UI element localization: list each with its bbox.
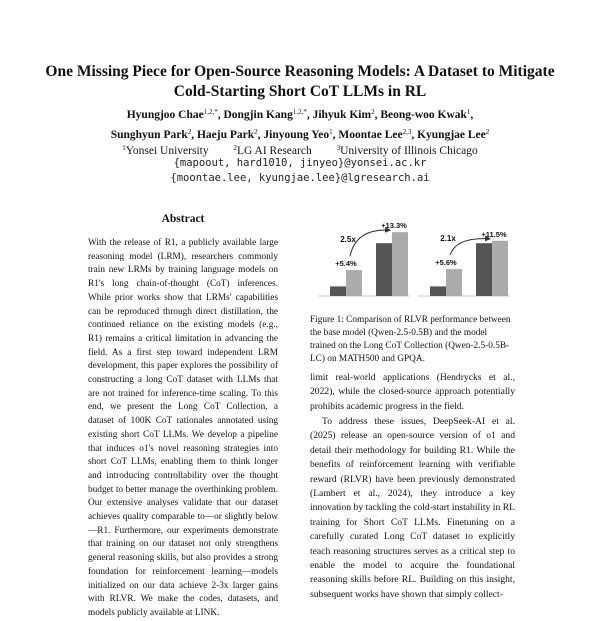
bar — [376, 243, 392, 296]
author: Dongjin Kang$^{1,2,*}$ — [223, 108, 307, 121]
body-paragraph: limit real-world applications (Hendrycks et al., 2022), while the closed-source approach potentially prohibits academic progress in the field. — [310, 372, 515, 412]
affiliation: $^3$University of Illinois Chicago — [336, 144, 478, 157]
author: Beong-woo Kwak$^1$ — [380, 108, 471, 121]
bar — [392, 232, 408, 296]
gain-label: +11.5% — [481, 229, 507, 239]
gain-label: +13.3% — [381, 221, 407, 231]
author: Haeju Park$^2$ — [196, 128, 258, 141]
author: Jihyuk Kim$^2$ — [312, 108, 375, 121]
bar — [492, 241, 508, 296]
paper-title: One Missing Piece for Open-Source Reasoning Models: A Dataset to Mitigate Cold-Starting Short CoT LLMs in RL — [45, 63, 555, 100]
author-list: Hyungjoo Chae$^{1,2,*}$, Dongjin Kang$^{1,2,*}$, Jihyuk Kim$^2$, Beong-woo Kwak$^1$, Sunghyun Park$^2$, Haeju Park$^2$, Jinyoung Yeo$^1$, Moontae Lee$^{2,3}$, Kyungjae Lee$^2$ — [110, 108, 490, 141]
gain-label: +5.4% — [335, 259, 357, 269]
affiliation: $^1$Yonsei University — [122, 144, 209, 157]
gain-label: +5.6% — [435, 258, 457, 268]
bar — [330, 286, 346, 296]
affiliation: $^2$LG AI Research — [233, 144, 312, 157]
author: Hyungjoo Chae$^{1,2,*}$ — [126, 108, 218, 121]
figure-caption: Figure 1: Comparison of RLVR performance between the base model (Qwen-2.5-0.5B) and the model trained on the Long CoT Collection (Qwen-2.5-0.5B-LC) on MATH500 and GPQA. — [310, 315, 511, 364]
multiplier-label: 2.1x — [440, 234, 456, 244]
author: Moontae Lee$^{2,3}$ — [338, 128, 412, 141]
abstract-body: With the release of R1, a publicly available large reasoning model (LRM), researchers commonly train new LRMs by training language models on R1's long chain-of-thought (CoT) inferences. While prior works show that LRMs' capabilities can be reproduced through direct distillation, the continued reliance on the existing models (e.g., R1) remains a critical limitation in advancing the field. As a first step toward independent LRM development, this paper explores the possibility of constructing a long CoT dataset with LLMs that are not trained for inference-time scaling. To this end, we present the Long CoT Collection, a dataset of 100K CoT rationales annotated using existing short CoT LLMs. We develop a pipeline that induces o1's novel reasoning strategies into short CoT LLMs, enabling them to think longer and introducing controllability over the thought budget to better manage the overthinking problem. Our extensive analyses validate that our dataset achieves quality comparable to—or slightly below—R1. Furthermore, our experiments demonstrate that training on our dataset not only strengthens general reasoning skills, but also provides a strong foundation for reinforcement learning—models initialized on our data achieve 2-3x larger gains with RLVR. We make the codes, datasets, and models publicly available at LINK. — [88, 238, 278, 618]
bar — [476, 243, 492, 296]
bar — [430, 286, 446, 296]
author: Jinyoung Yeo$^1$ — [263, 128, 333, 141]
abstract-heading: Abstract — [161, 213, 205, 225]
author: Kyungjae Lee$^2$ — [417, 128, 490, 141]
body-paragraph: To address these issues, DeepSeek-AI et al. (2025) release an open-source version of o1 and detail their methodology for building R1. While the benefits of reinforcement learning with verifiable reward (RLVR) have been previously demonstrated (Lambert et al., 2024), they introduce a key innovation by tackling the cold-start instability in RL training for Short CoT LLMs. Finetuning on a carefully curated Long CoT dataset to explicitly teach reasoning structures serves as a critical step to enable the model to acquire the foundational reasoning skills before RL. Building on this insight, subsequent works have shown that simply collect- — [310, 416, 515, 600]
email-line: {mapoout, hard1010, jinyeo}@yonsei.ac.kr — [173, 157, 427, 169]
figure-1-chart — [310, 212, 515, 302]
bar — [446, 269, 462, 296]
figure-1 — [310, 212, 515, 302]
author: Sunghyun Park$^2$ — [110, 128, 192, 141]
multiplier-label: 2.5x — [340, 235, 356, 245]
email-line: {moontae.lee, kyungjae.lee}@lgresearch.ai — [170, 172, 430, 184]
bar — [346, 270, 362, 296]
